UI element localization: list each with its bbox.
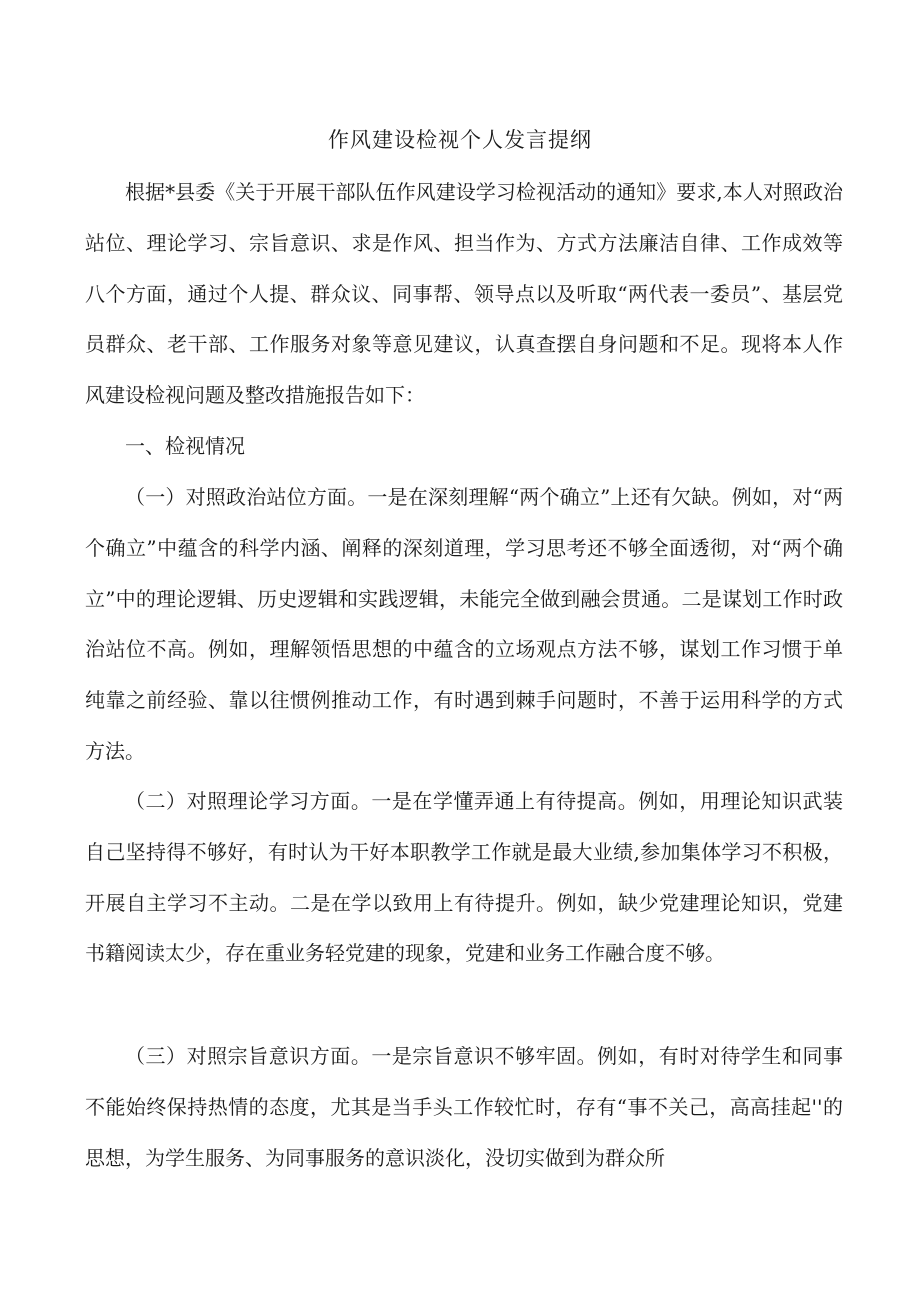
item-political-stance: （一）对照政治站位方面。一是在深刻理解“两个确立”上还有欠缺。例如，对“两个确立”中蕴含的科学内涵、阐释的深刻道理，学习思考还不够全面透彻，对“两个确立”中的理论逻辑、历史逻辑和实践逻辑，未能完全做到融会贯通。二是谋划工作时政治站位不高。例如，理解领悟思想的中蕴含的立场观点方法不够，谋划工作习惯于单纯靠之前经验、靠以往惯例推动工作，有时遇到棘手问题时，不善于运用科学的方式方法。 [85,485,843,763]
item-theory-study: （二）对照理论学习方面。一是在学懂弄通上有待提高。例如，用理论知识武装自己坚持得不够好，有时认为干好本职教学工作就是最大业绩,参加集体学习不积极，开展自主学习不主动。二是在学以致用上有待提升。例如，缺少党建理论知识，党建书籍阅读太少，存在重业务轻党建的现象，党建和业务工作融合度不够。 [85,789,843,966]
item-purpose-awareness: （三）对照宗旨意识方面。一是宗旨意识不够牢固。例如，有时对待学生和同事不能始终保持热情的态度，尤其是当手头工作较忙时，存有“事不关己，高高挂起''的思想，为学生服务、为同事服务的意识淡化，没切实做到为群众所 [85,1044,843,1170]
intro-paragraph: 根据*县委《关于开展干部队伍作风建设学习检视活动的通知》要求,本人对照政治站位、理论学习、宗旨意识、求是作风、担当作为、方式方法廉洁自律、工作成效等八个方面，通过个人提、群众议、同事帮、领导点以及听取“两代表一委员”、基层党员群众、老干部、工作服务对象等意见建议，认真查摆自身问题和不足。现将本人作风建设检视问题及整改措施报告如下： [85,180,843,408]
section-heading-inspection: 一、检视情况 [125,434,245,458]
document-title: 作风建设检视个人发言提纲 [328,128,592,152]
